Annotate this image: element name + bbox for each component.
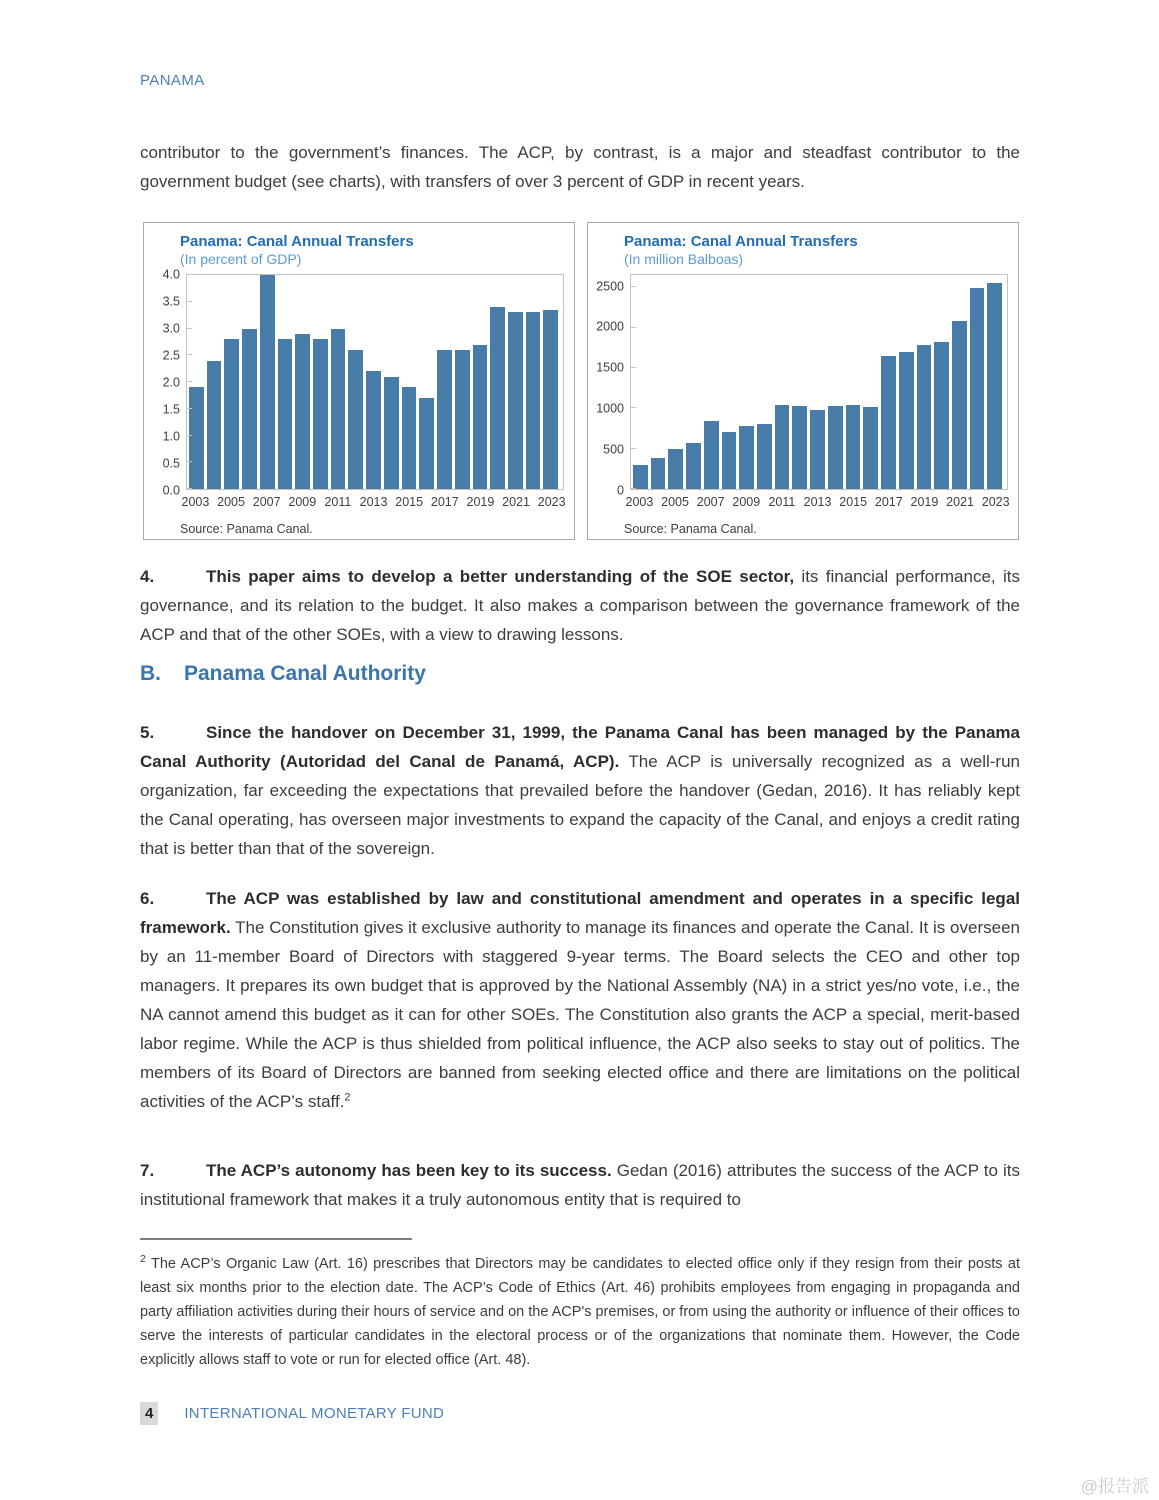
footer-organization: INTERNATIONAL MONETARY FUND [184,1405,445,1422]
y-tick-label: 2500 [596,278,624,293]
x-tick-label: 2023 [537,495,566,509]
intro-paragraph: contributor to the government’s finances. The ACP, by contrast, is a major and steadfast contributor to the government budget (see charts), with transfers of over 3 percent of GDP in recent years. [140,143,1020,191]
x-tick-label: 2021 [502,495,530,509]
x-tick-label: 2013 [359,495,388,509]
y-tick-label: 1.5 [162,401,180,416]
page-footer [140,1402,1020,1425]
y-tick-mark [631,448,636,449]
y-tick-label: 1000 [596,401,624,416]
x-slot [946,495,974,509]
bar-2009 [295,334,310,489]
x-slot [395,495,424,509]
footnote [140,1252,1020,1372]
chart-source: Source: Panama Canal. [180,522,313,536]
x-slot [324,495,352,509]
chart-gdp-percent [143,222,575,540]
x-tick-label: 2019 [910,495,939,509]
bar-2022 [970,288,985,489]
bar-2017 [437,350,452,489]
chart-million-balboas [587,222,1019,540]
paragraph-text: its financial performance, its governance, and its relation to the budget. It also makes a comparison between the governance framework of the ACP and that of the other SOEs, with a view to drawing lessons. [140,567,1020,644]
y-tick-label: 1500 [596,360,624,375]
chart-subtitle: (In percent of GDP) [180,251,302,267]
x-tick-label: 2021 [946,495,974,509]
bar-2017 [881,356,896,489]
bar-2014 [384,377,399,489]
bar-2014 [828,406,843,489]
x-slot [874,495,903,509]
bar-2015 [402,387,417,489]
bar-2019 [917,345,932,489]
paragraph-text: The ACP is universally recognized as a well-run organization, far exceeding the expectations that prevailed before the handover (Gedan, 2016). It has reliably kept the Canal operating, has overseen major investments to expand the capacity of the Canal, and enjoys a credit rating that is better than that of the sovereign. [140,752,1020,858]
x-slot [981,495,1010,509]
chart-body [152,266,566,509]
x-slot [839,495,868,509]
x-slot [803,495,832,509]
bar-2021 [508,312,523,489]
x-tick-label: 2015 [395,495,424,509]
footnote-text: The ACP’s Organic Law (Art. 16) prescribes that Directors may be candidates to elected office only if they resign from their posts at least six months prior to the election date. The ACP’s Code of Ethics (Art. 46) prohibits employees from engaging in propaganda and party affiliation activities during their hours of service and on the ACP's premises, or from using the authority or influence of their offices to serve the interests of particular candidates in the electoral process or of the organizations that nominate them. However, the Code explicitly allows staff to vote or run for elected office (Art. 48). [140,1256,1020,1368]
y-axis [596,274,630,497]
bar-2010 [757,424,772,489]
section-title: Panama Canal Authority [184,662,426,685]
paragraph-number: 4. [140,567,155,586]
paragraph-number: 6. [140,889,155,908]
paragraph-lead: Since the handover on December 31, 1999, the Panama Canal has been managed by the Panama Canal Authority (Autoridad del Canal de Panamá, ACP). [140,723,1020,771]
y-axis [152,266,186,497]
y-tick-mark [187,408,192,409]
bar-2023 [987,283,1002,489]
bar-2003 [633,465,648,489]
x-tick-label: 2017 [430,495,459,509]
x-slot [502,495,530,509]
y-tick-mark [631,488,636,489]
bar-2004 [207,361,222,489]
x-slot [768,495,796,509]
y-tick-mark [631,407,636,408]
y-tick-label: 0 [617,482,624,497]
x-axis [181,495,566,509]
bar-2005 [668,449,683,489]
x-slot [430,495,459,509]
x-tick-label: 2009 [732,495,761,509]
bar-2020 [490,307,505,489]
x-slot [696,495,725,509]
bar-2015 [846,405,861,489]
bar-2013 [366,371,381,489]
bar-2018 [899,352,914,489]
bar-2021 [952,321,967,489]
x-tick-label: 2005 [217,495,245,509]
plot-column [181,274,566,509]
y-tick-label: 2000 [596,319,624,334]
x-slot [181,495,210,509]
y-tick-label: 2.5 [162,347,180,362]
bar-2008 [278,339,293,489]
x-slot [217,495,245,509]
x-axis [625,495,1010,509]
y-tick-label: 2.0 [162,374,180,389]
bars-container [633,275,1002,489]
bar-2016 [863,407,878,489]
x-tick-label: 2011 [324,495,352,509]
x-slot [537,495,566,509]
paragraph-number: 7. [140,1161,155,1180]
x-slot [732,495,761,509]
y-tick-mark [631,367,636,368]
x-slot [359,495,388,509]
y-tick-mark [631,327,636,328]
y-tick-mark [187,435,192,436]
x-tick-label: 2003 [625,495,654,509]
charts-row [143,222,1019,540]
bar-2013 [810,410,825,489]
y-tick-mark [187,328,192,329]
bar-2006 [686,443,701,489]
footnote-reference: 2 [344,1091,351,1104]
x-tick-label: 2003 [181,495,210,509]
bar-2010 [313,339,328,489]
x-tick-label: 2013 [803,495,832,509]
running-header: PANAMA [140,72,205,89]
bar-2018 [455,350,470,489]
bar-2020 [934,342,949,489]
plot-area [186,274,564,490]
chart-subtitle: (In million Balboas) [624,251,744,267]
x-tick-label: 2009 [288,495,317,509]
x-tick-label: 2015 [839,495,868,509]
y-tick-label: 3.5 [162,293,180,308]
paragraph-6 [140,884,1020,1116]
watermark: @报告派 [1080,1477,1149,1496]
bar-2011 [331,329,346,490]
paragraph-5 [140,718,1020,863]
y-tick-label: 3.0 [162,320,180,335]
paragraph-7 [140,1156,1020,1214]
paragraph-lead: This paper aims to develop a better understanding of the SOE sector, [206,567,795,586]
y-tick-mark [631,286,636,287]
y-tick-label: 500 [603,442,624,456]
x-tick-label: 2007 [696,495,725,509]
section-heading [140,662,1020,686]
y-tick-label: 4.0 [162,266,180,281]
bar-2011 [775,405,790,489]
bar-2023 [543,310,558,489]
bar-2019 [473,345,488,489]
plot-area [630,274,1008,490]
x-tick-label: 2005 [661,495,689,509]
x-tick-label: 2011 [768,495,796,509]
y-tick-mark [187,461,192,462]
bar-2007 [260,275,275,489]
x-slot [466,495,495,509]
x-slot [910,495,939,509]
bar-2006 [242,329,257,490]
x-slot [252,495,281,509]
bar-2004 [651,458,666,489]
plot-column [625,274,1010,509]
chart-body [596,274,1008,509]
paragraph-4 [140,562,1020,649]
x-tick-label: 2019 [466,495,495,509]
y-tick-mark [187,488,192,489]
page-number: 4 [140,1402,158,1425]
chart-title: Panama: Canal Annual Transfers [180,233,414,250]
x-tick-label: 2017 [874,495,903,509]
y-tick-label: 0.0 [162,482,180,497]
x-slot [661,495,689,509]
bar-2012 [792,406,807,489]
x-tick-label: 2023 [981,495,1010,509]
chart-title: Panama: Canal Annual Transfers [624,233,858,250]
bars-container [189,275,558,489]
bar-2016 [419,398,434,489]
paragraph-lead: The ACP’s autonomy has been key to its success. [206,1161,612,1180]
y-tick-mark [187,301,192,302]
y-tick-mark [187,274,192,275]
bar-2005 [224,339,239,489]
bar-2022 [526,312,541,489]
x-tick-label: 2007 [252,495,281,509]
bar-2009 [739,426,754,489]
bar-2012 [348,350,363,489]
y-tick-label: 1.0 [162,428,180,443]
paragraph-number: 5. [140,723,155,742]
footnote-marker: 2 [140,1253,146,1266]
x-slot [288,495,317,509]
bar-2007 [704,421,719,489]
chart-source: Source: Panama Canal. [624,522,757,536]
x-slot [625,495,654,509]
section-letter: B. [140,662,161,685]
footnote-separator [140,1238,412,1240]
y-tick-label: 0.5 [162,455,180,470]
y-tick-mark [187,381,192,382]
paragraph-text: The Constitution gives it exclusive authority to manage its finances and operate the Canal. It is overseen by an 11-member Board of Directors with staggered 9-year terms. The Board selects the CEO and other top managers. It prepares its own budget that is approved by the National Assembly (NA) in a strict yes/no vote, i.e., the NA cannot amend this budget as it can for other SOEs. The Constitution also grants the ACP a special, merit-based labor regime. While the ACP is thus shielded from political influence, the ACP also seeks to stay out of politics. The members of its Board of Directors are banned from seeking elected office and there are limitations on the political activities of the ACP’s staff. [140,918,1020,1111]
paragraph-text: Gedan (2016) attributes the success of the ACP to its institutional framework that makes it a truly autonomous entity that is required to [140,1161,1020,1209]
paragraph-lead: The ACP was established by law and constitutional amendment and operates in a specific legal framework. [140,889,1020,937]
bar-2003 [189,387,204,489]
y-tick-mark [187,354,192,355]
bar-2008 [722,432,737,489]
